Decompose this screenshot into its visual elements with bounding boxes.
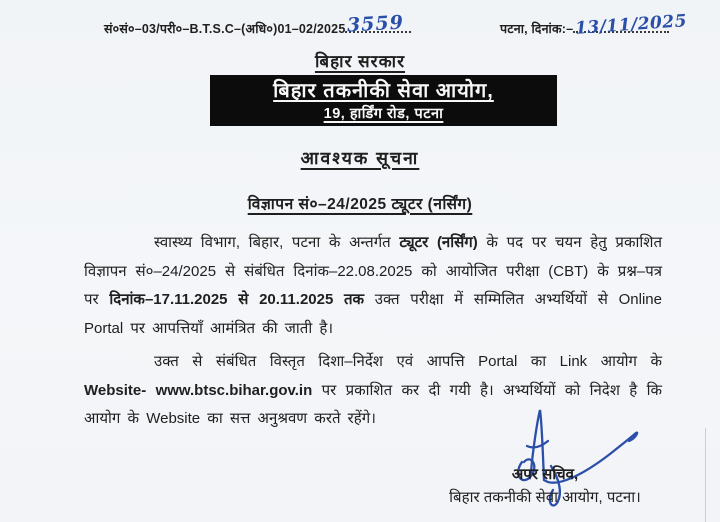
body-paragraph-1: स्वास्थ्य विभाग, बिहार, पटना के अन्तर्गत ट्यूटर (नर्सिंग) के पद पर चयन हेतु प्रकाशित विज्ञापन सं०–24/2025 से संबंधित दिनांक–22.08.2025 को आयोजित परीक्षा (CBT) के प्रश्न–पत्र पर दिनांक–17.11.2025 से 20.11.2025 तक उक्त परीक्षा में सम्मिलित अभ्यर्थियों से Online Portal पर आपत्तियाँ आमंत्रित की जाती है। xyxy=(84,234,662,337)
memo-number-dotted-line xyxy=(345,11,411,37)
handwritten-date: 13/11/2025 xyxy=(574,11,688,39)
org-banner-address: 19, हार्डिंग रोड, पटना xyxy=(323,106,444,122)
memo-number-text: सं०सं०–03/परी०–B.T.S.C–(अधि०)01–02/2025 xyxy=(104,22,346,36)
notice-body xyxy=(84,229,662,434)
place-date-label: पटना, दिनांक:– xyxy=(500,22,574,36)
signatory-organization: बिहार तकनीकी सेवा आयोग, पटना। xyxy=(449,489,641,506)
memo-number-row xyxy=(104,11,411,37)
signature-block xyxy=(420,463,670,509)
government-title-text: बिहार सरकार xyxy=(314,52,406,71)
place-date-row xyxy=(500,11,688,39)
objection-window-dates-bold: दिनांक–17.11.2025 से 20.11.2025 तक xyxy=(109,291,365,308)
government-title xyxy=(0,49,720,72)
scan-edge-artifact xyxy=(705,428,706,522)
date-dotted-line xyxy=(573,11,688,39)
org-banner-name: बिहार तकनीकी सेवा आयोग, xyxy=(273,80,494,102)
signatory-designation: अपर सचिव, xyxy=(511,466,579,483)
org-banner xyxy=(210,75,557,126)
post-name-bold: ट्यूटर (नर्सिंग) xyxy=(399,234,478,251)
website-url-bold: Website- www.btsc.bihar.gov.in xyxy=(84,381,313,399)
advertisement-heading: विज्ञापन सं०–24/2025 ट्यूटर (नर्सिंग) xyxy=(247,196,473,213)
handwritten-letter-number: 3559 xyxy=(346,11,405,37)
body-paragraph-2: उक्त से संबंधित विस्तृत दिशा–निर्देश एवं आपत्ति Portal का Link आयोग के Website- www.btsc.bihar.gov.in पर प्रकाशित कर दी गयी है। अभ्यर्थियों को निदेश है कि आयोग के Website का सत्त अनुश्रवण करते रहेंगे। xyxy=(84,353,662,427)
notice-heading: आवश्यक सूचना xyxy=(300,148,420,168)
